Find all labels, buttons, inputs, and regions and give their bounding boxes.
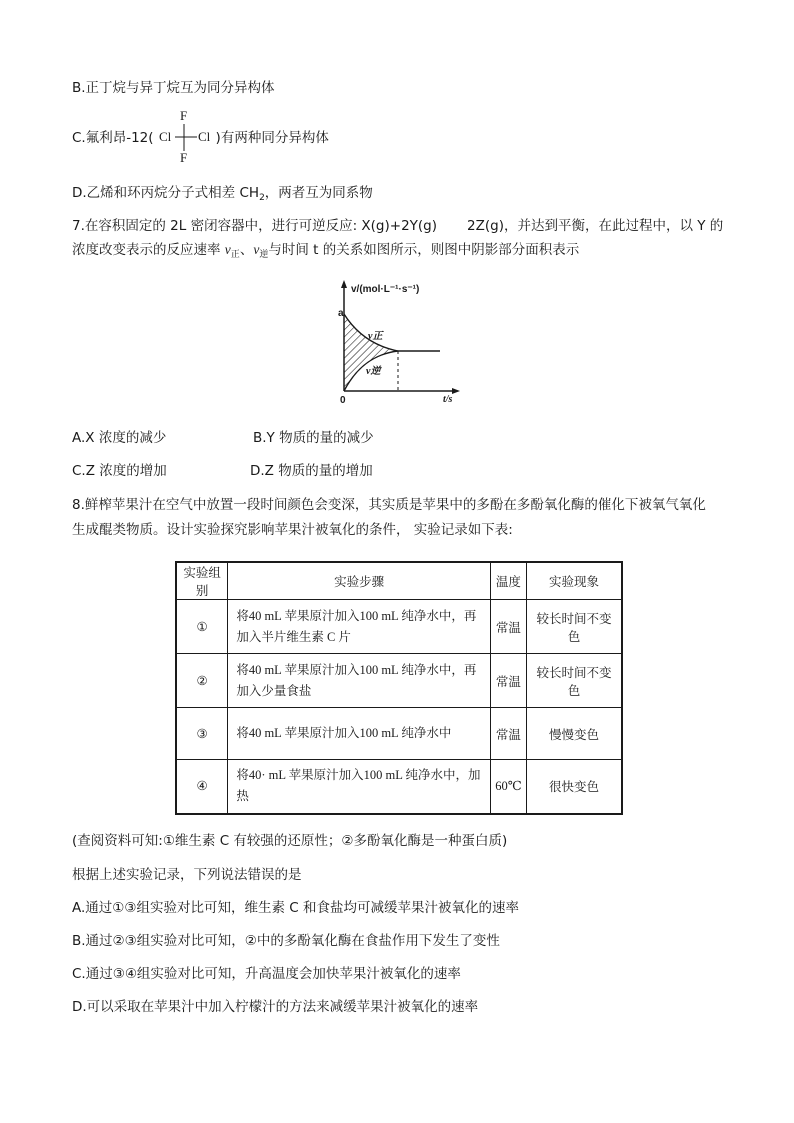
v-forward-symbol: v (224, 242, 231, 257)
row-result: 较长时间不变色 (526, 600, 622, 654)
row-result: 慢慢变色 (526, 708, 622, 760)
row-group: ③ (176, 708, 228, 760)
y-axis-arrow (341, 280, 347, 288)
q7-stem-part3: 浓度改变表示的反应速率 (72, 242, 225, 258)
q6-option-c-prefix: C.氟利昂-12( (72, 130, 154, 146)
row-group: ① (176, 600, 228, 654)
v-reverse-subscript: 逆 (259, 250, 269, 260)
q8-stem-line2: 生成醌类物质。设计实验探究影响苹果汁被氧化的条件， 实验记录如下表: (72, 522, 513, 538)
row-step: 将40· mL 苹果原汁加入100 mL 纯净水中，加热 (228, 760, 491, 814)
row-step: 将40 mL 苹果原汁加入100 mL 纯净水中 (228, 708, 491, 760)
q7-stem-part4: 与时间 t 的关系如图所示，则图中阴影部分面积表示 (268, 242, 580, 258)
q7-stem-line1 (72, 216, 723, 236)
x-axis-label: t/s (443, 394, 453, 405)
row-temp: 常温 (490, 600, 526, 654)
header-group: 实验组别 (176, 562, 228, 600)
table-row (176, 654, 622, 708)
q6-option-d (72, 183, 373, 208)
q6-option-d-text-end: ，两者互为同系物 (264, 185, 373, 201)
q8-prompt: 根据上述实验记录，下列说法错误的是 (72, 867, 302, 883)
v-reverse-symbol: v (253, 242, 260, 257)
table-row (176, 708, 622, 760)
q6-option-d-subscript: 2 (259, 193, 265, 203)
struct-left-atom: Cl (159, 129, 172, 144)
q8-option-c: C.通过③④组实验对比可知，升高温度会加快苹果汁被氧化的速率 (72, 966, 461, 982)
q6-option-d-text: D.乙烯和环丙烷分子式相差 CH (72, 185, 260, 201)
row-step: 将40 mL 苹果原汁加入100 mL 纯净水中，再加入半片维生素 C 片 (228, 600, 491, 654)
q8-stem-line1: 8.鲜榨苹果汁在空气中放置一段时间颜色会变深，其实质是苹果中的多酚在多酚氧化酶的催化下被氧气氧化 (72, 497, 706, 513)
q8-option-b: B.通过②③组实验对比可知，②中的多酚氧化酶在食盐作用下发生了变性 (72, 933, 500, 949)
row-group: ④ (176, 760, 228, 814)
v-forward-subscript: 正 (230, 250, 240, 260)
experiment-table (175, 561, 623, 815)
q7-option-d: D.Z 物质的量的增加 (250, 463, 373, 479)
row-temp: 60℃ (490, 760, 526, 814)
header-step: 实验步骤 (228, 562, 491, 600)
struct-bottom-atom: F (180, 150, 188, 165)
y-axis-label: v/(mol·L⁻¹·s⁻¹) (351, 284, 420, 295)
table-header-row (176, 562, 622, 600)
row-group: ② (176, 654, 228, 708)
q7-stem-line2 (72, 240, 579, 265)
q8-option-a: A.通过①③组实验对比可知，维生素 C 和食盐均可减缓苹果汁被氧化的速率 (72, 900, 520, 916)
row-temp: 常温 (490, 654, 526, 708)
q6-option-b: B.正丁烷与异丁烷互为同分异构体 (72, 80, 275, 96)
q7-option-c: C.Z 浓度的增加 (72, 463, 167, 479)
header-temp: 温度 (490, 562, 526, 600)
v-forward-label: v正 (368, 331, 383, 342)
table-row (176, 600, 622, 654)
q8-note: (查阅资料可知:①维生素 C 有较强的还原性；②多酚氧化酶是一种蛋白质) (72, 833, 508, 849)
q7-separator: 、 (239, 242, 254, 258)
origin-label: 0 (340, 395, 346, 406)
x-axis-arrow (452, 388, 460, 394)
struct-right-atom: Cl (198, 129, 211, 144)
a-label: a (338, 308, 344, 319)
rate-time-graph (318, 278, 468, 406)
q7-option-b: B.Y 物质的量的减少 (253, 430, 374, 446)
row-step: 将40 mL 苹果原汁加入100 mL 纯净水中，再加入少量食盐 (228, 654, 491, 708)
q8-option-d: D.可以采取在苹果汁中加入柠檬汁的方法来减缓苹果汁被氧化的速率 (72, 999, 479, 1015)
table-row (176, 760, 622, 814)
v-reverse-label: v逆 (366, 366, 381, 377)
cf2cl2-structure (140, 108, 210, 166)
q7-stem-part2: 2Z(g)，并达到平衡，在此过程中，以 Y 的 (467, 218, 724, 234)
q7-stem-part1: 7.在容积固定的 2L 密闭容器中，进行可逆反应: X(g)+2Y(g) (72, 218, 438, 234)
row-result: 很快变色 (526, 760, 622, 814)
q7-option-a: A.X 浓度的减少 (72, 430, 167, 446)
row-result: 较长时间不变色 (526, 654, 622, 708)
q6-option-c-suffix: )有两种同分异构体 (215, 130, 329, 146)
row-temp: 常温 (490, 708, 526, 760)
header-result: 实验现象 (526, 562, 622, 600)
struct-bonds (140, 108, 210, 166)
struct-top-atom: F (180, 108, 188, 123)
